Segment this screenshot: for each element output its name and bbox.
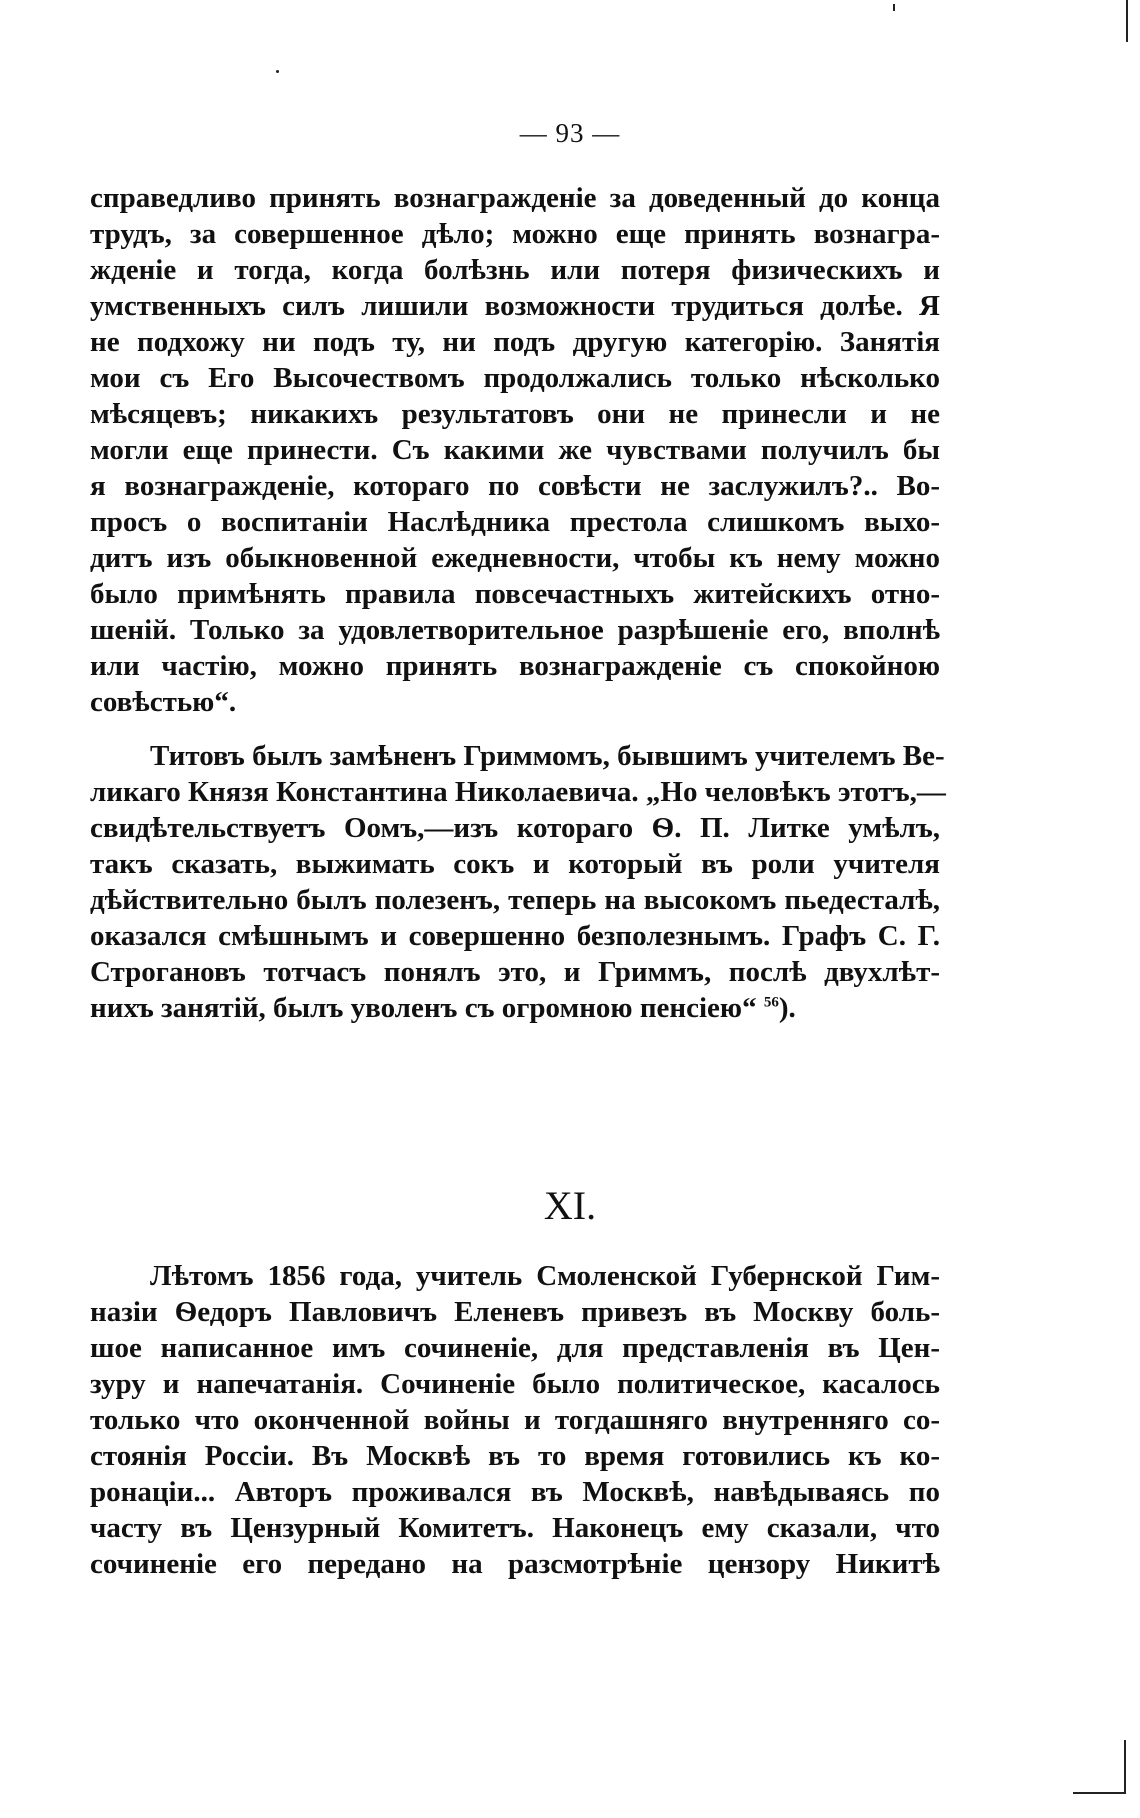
paragraph-2-line: ликаго Князя Константина Николаевича. „Но человѣкъ этотъ,— [90,776,946,808]
paragraph-2-end-suffix: ). [778,992,796,1024]
page-number: — 93 — [519,118,621,148]
paragraph-3-line: назіи Ѳедоръ Павловичъ Еленевъ привезъ въ Москву боль- [90,1296,940,1328]
paragraph-2-line: свидѣтельствуетъ Оомъ,—изъ котораго Ѳ. П. Литке умѣлъ, [90,812,940,844]
paragraph-3-line: только что оконченной войны и тогдашняго внутренняго со- [90,1404,940,1436]
paragraph-1-line: трудъ, за совершенное дѣло; можно еще принять вознагра- [90,218,940,250]
scan-edge-mark [1126,0,1128,42]
scan-speck [893,4,895,11]
paragraph-1-line: мѣсяцевъ; никакихъ результатовъ они не принесли и не [90,398,940,430]
section-heading: XI. [543,1183,597,1228]
paragraph-2-line: оказался смѣшнымъ и совершенно безполезнымъ. Графъ С. Г. [90,920,940,952]
footnote-ref: 56 [763,994,779,1011]
paragraph-2-line-text: нихъ занятій, былъ уволенъ съ огромною пенсіею“ [90,992,757,1024]
paragraph-3-line: Лѣтомъ 1856 года, учитель Смоленской Губернской Гим- [150,1260,940,1292]
paragraph-1-line: или частію, можно принять вознагражденіе съ спокойною [90,650,940,682]
paragraph-1-line: умственныхъ силъ лишили возможности трудиться долѣе. Я [90,290,940,322]
paragraph-2-line: Строгановъ тотчасъ понялъ это, и Гриммъ, послѣ двухлѣт- [90,956,940,988]
paragraph-3-line: часту въ Цензурный Комитетъ. Наконецъ ему сказали, что [90,1512,940,1544]
paragraph-1-line: мои съ Его Высочествомъ продолжались только нѣсколько [90,362,940,394]
paragraph-3-line: шое написанное имъ сочиненіе, для представленія въ Цен- [90,1332,940,1364]
paragraph-1-line: совѣстью“. [90,686,237,718]
paragraph-3-line: стоянія Россіи. Въ Москвѣ въ то время готовились къ ко- [90,1440,940,1472]
paragraph-1-line: я вознагражденіе, котораго по совѣсти не заслужилъ?.. Во- [90,470,940,502]
scan-speck [276,70,279,73]
paragraph-3-line: ронаціи... Авторъ проживался въ Москвѣ, навѣдываясь по [90,1476,940,1508]
paragraph-1-line: справедливо принять вознагражденіе за доведенный до конца [90,182,940,214]
scan-corner-mark [1124,1740,1126,1794]
paragraph-1-line: жденіе и тогда, когда болѣзнь или потеря физическихъ и [90,254,940,286]
paragraph-2-line: дѣйствительно былъ полезенъ, теперь на высокомъ пьедесталѣ, [90,884,940,916]
paragraph-2-last-line [90,988,940,1028]
paragraph-1-line: не подхожу ни подъ ту, ни подъ другую категорію. Занятія [90,326,940,358]
paragraph-1-line: шеній. Только за удовлетворительное разрѣшеніе его, вполнѣ [90,614,940,646]
paragraph-2-line: Титовъ былъ замѣненъ Гриммомъ, бывшимъ учителемъ Ве- [150,740,945,772]
paragraph-1-line: просъ о воспитаніи Наслѣдника престола слишкомъ выхо- [90,506,940,538]
paragraph-2-line: такъ сказать, выжимать сокъ и который въ роли учителя [90,848,940,880]
paragraph-1-line: было примѣнять правила повсечастныхъ житейскихъ отно- [90,578,940,610]
paragraph-1-line: дитъ изъ обыкновенной ежедневности, чтобы къ нему можно [90,542,940,574]
paragraph-3-line: зуру и напечатанія. Сочиненіе было политическое, касалось [90,1368,940,1400]
scan-corner-mark [1073,1792,1125,1794]
paragraph-3-line: сочиненіе его передано на разсмотрѣніе цензору Никитѣ [90,1548,940,1580]
paragraph-1-line: могли еще принести. Съ какими же чувствами получилъ бы [90,434,940,466]
